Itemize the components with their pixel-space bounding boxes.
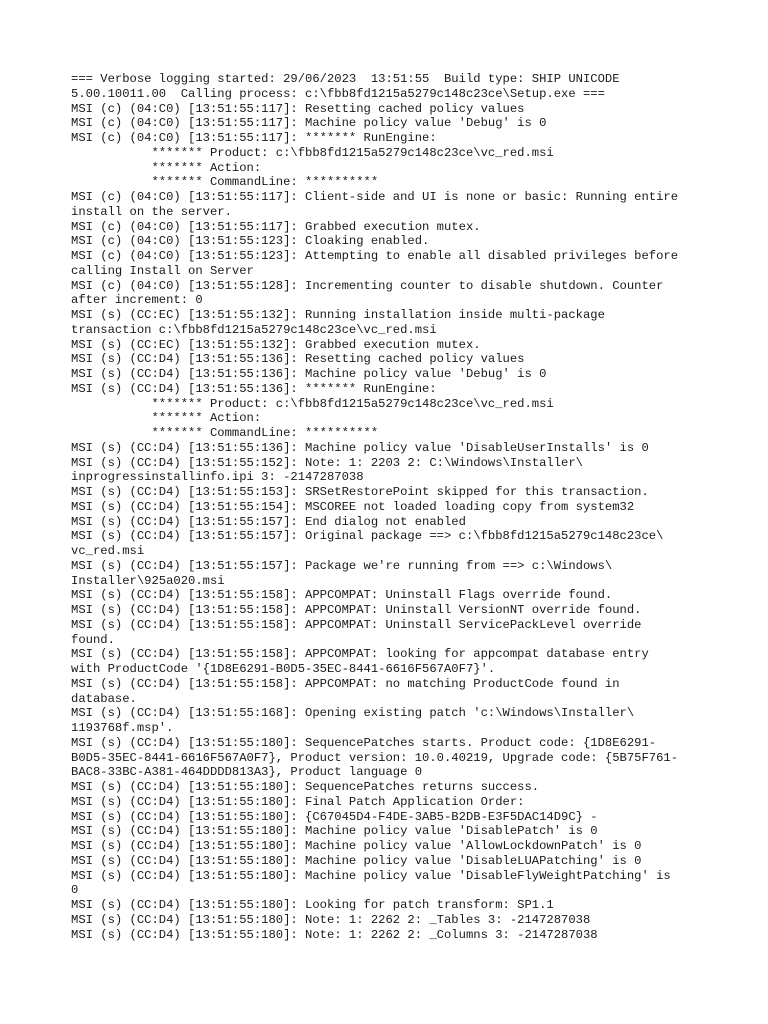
log-line: MSI (c) (04:C0) [13:51:55:117]: Client-side and UI is none or basic: Running entire — [71, 190, 679, 204]
log-line: MSI (s) (CC:D4) [13:51:55:152]: Note: 1: 2203 2: C:\Windows\Installer\ — [71, 455, 583, 470]
log-line: MSI (s) (CC:D4) [13:51:55:158]: APPCOMPAT: Uninstall Flags override found. — [71, 588, 613, 603]
log-line: MSI (s) (CC:D4) [13:51:55:136]: Machine policy value 'DisableUserInstalls' is 0 — [71, 440, 649, 455]
log-line: MSI (s) (CC:D4) [13:51:55:153]: SRSetRestorePoint skipped for this transaction. — [71, 485, 649, 499]
log-line: MSI (s) (CC:D4) [13:51:55:136]: Machine policy value 'Debug' is 0 — [71, 367, 547, 381]
log-line: MSI (s) (CC:D4) [13:51:55:154]: MSCOREE not loaded loading copy from system32 — [71, 499, 635, 514]
log-line: after increment: 0 — [71, 293, 203, 308]
log-line: MSI (s) (CC:D4) [13:51:55:157]: End dialog not enabled — [71, 514, 466, 529]
log-line: install on the server. — [71, 204, 232, 219]
log-line: BAC8-33BC-A381-464DDDD813A3}, Product language 0 — [71, 765, 423, 780]
log-line: MSI (s) (CC:D4) [13:51:55:180]: Looking for patch transform: SP1.1 — [71, 898, 554, 912]
log-line: inprogressinstallinfo.ipi 3: -2147287038 — [71, 470, 364, 485]
log-line: MSI (s) (CC:D4) [13:51:55:180]: SequencePatches starts. Product code: {1D8E6291- — [71, 735, 657, 750]
log-line: MSI (s) (CC:EC) [13:51:55:132]: Grabbed execution mutex. — [71, 337, 481, 352]
log-line: transaction c:\fbb8fd1215a5279c148c23ce\vc_red.msi — [71, 322, 437, 337]
log-line: MSI (s) (CC:D4) [13:51:55:157]: Original package ==> c:\fbb8fd1215a5279c148c23ce\ — [71, 529, 664, 544]
log-line: MSI (s) (CC:EC) [13:51:55:132]: Running installation inside multi-package — [71, 308, 605, 322]
log-line: MSI (c) (04:C0) [13:51:55:117]: ******* RunEngine: — [71, 131, 437, 145]
log-line: Installer\925a020.msi — [71, 573, 225, 588]
log-line: MSI (s) (CC:D4) [13:51:55:180]: Machine policy value 'DisablePatch' is 0 — [71, 824, 598, 839]
log-line: vc_red.msi — [71, 544, 145, 558]
log-line: ******* CommandLine: ********** — [71, 175, 379, 190]
log-line: MSI (s) (CC:D4) [13:51:55:158]: APPCOMPAT: Uninstall ServicePackLevel override — [71, 617, 642, 632]
log-line: ******* Action: — [71, 411, 262, 426]
log-line: ******* Product: c:\fbb8fd1215a5279c148c23ce\vc_red.msi — [71, 396, 554, 411]
log-line: MSI (s) (CC:D4) [13:51:55:158]: APPCOMPAT: no matching ProductCode found in — [71, 676, 620, 691]
log-line: B0D5-35EC-8441-6616F567A0F7}, Product version: 10.0.40219, Upgrade code: {5B75F761- — [71, 750, 679, 765]
log-line: with ProductCode '{1D8E6291-B0D5-35EC-8441-6616F567A0F7}'. — [71, 662, 496, 676]
log-line: MSI (s) (CC:D4) [13:51:55:168]: Opening existing patch 'c:\Windows\Installer\ — [71, 706, 635, 721]
log-line: 5.00.10011.00 Calling process: c:\fbb8fd1215a5279c148c23ce\Setup.exe === — [71, 86, 605, 101]
log-line: MSI (s) (CC:D4) [13:51:55:180]: Machine policy value 'DisableFlyWeightPatching' is — [71, 868, 671, 883]
log-line: MSI (c) (04:C0) [13:51:55:128]: Incrementing counter to disable shutdown. Counter — [71, 278, 664, 293]
log-line: found. — [71, 632, 115, 647]
log-line: MSI (s) (CC:D4) [13:51:55:158]: APPCOMPAT: looking for appcompat database entry — [71, 647, 649, 662]
log-line: MSI (s) (CC:D4) [13:51:55:158]: APPCOMPAT: Uninstall VersionNT override found. — [71, 603, 642, 617]
log-line: MSI (c) (04:C0) [13:51:55:117]: Resetting cached policy values — [71, 101, 525, 116]
log-line: MSI (s) (CC:D4) [13:51:55:180]: Machine policy value 'AllowLockdownPatch' is 0 — [71, 839, 642, 853]
log-line: database. — [71, 691, 137, 706]
log-line: MSI (c) (04:C0) [13:51:55:123]: Cloaking enabled. — [71, 234, 430, 249]
log-line: 0 — [71, 883, 79, 898]
log-line: MSI (s) (CC:D4) [13:51:55:157]: Package we're running from ==> c:\Windows\ — [71, 558, 613, 573]
log-line: MSI (s) (CC:D4) [13:51:55:180]: Note: 1: 2262 2: _Tables 3: -2147287038 — [71, 912, 591, 927]
log-line: ******* Action: — [71, 160, 262, 175]
log-line: MSI (c) (04:C0) [13:51:55:117]: Machine policy value 'Debug' is 0 — [71, 116, 547, 131]
log-line: MSI (c) (04:C0) [13:51:55:117]: Grabbed execution mutex. — [71, 219, 481, 234]
log-line: calling Install on Server — [71, 263, 254, 278]
log-line: MSI (s) (CC:D4) [13:51:55:180]: {C67045D4-F4DE-3AB5-B2DB-E3F5DAC14D9C} - — [71, 809, 598, 824]
log-line: ******* CommandLine: ********** — [71, 426, 379, 440]
log-line: MSI (s) (CC:D4) [13:51:55:180]: Note: 1: 2262 2: _Columns 3: -2147287038 — [71, 927, 598, 942]
log-line: MSI (s) (CC:D4) [13:51:55:180]: Final Patch Application Order: — [71, 794, 525, 809]
log-line: MSI (c) (04:C0) [13:51:55:123]: Attempting to enable all disabled privileges before — [71, 249, 679, 263]
log-line: MSI (s) (CC:D4) [13:51:55:136]: ******* RunEngine: — [71, 381, 437, 396]
log-line: ******* Product: c:\fbb8fd1215a5279c148c23ce\vc_red.msi — [71, 145, 554, 160]
log-line: 1193768f.msp'. — [71, 721, 174, 735]
log-line: === Verbose logging started: 29/06/2023 13:51:55 Build type: SHIP UNICODE — [71, 72, 620, 86]
log-line: MSI (s) (CC:D4) [13:51:55:180]: SequencePatches returns success. — [71, 780, 540, 794]
log-line: MSI (s) (CC:D4) [13:51:55:136]: Resetting cached policy values — [71, 352, 525, 367]
log-document — [71, 72, 711, 942]
log-line: MSI (s) (CC:D4) [13:51:55:180]: Machine policy value 'DisableLUAPatching' is 0 — [71, 853, 642, 868]
